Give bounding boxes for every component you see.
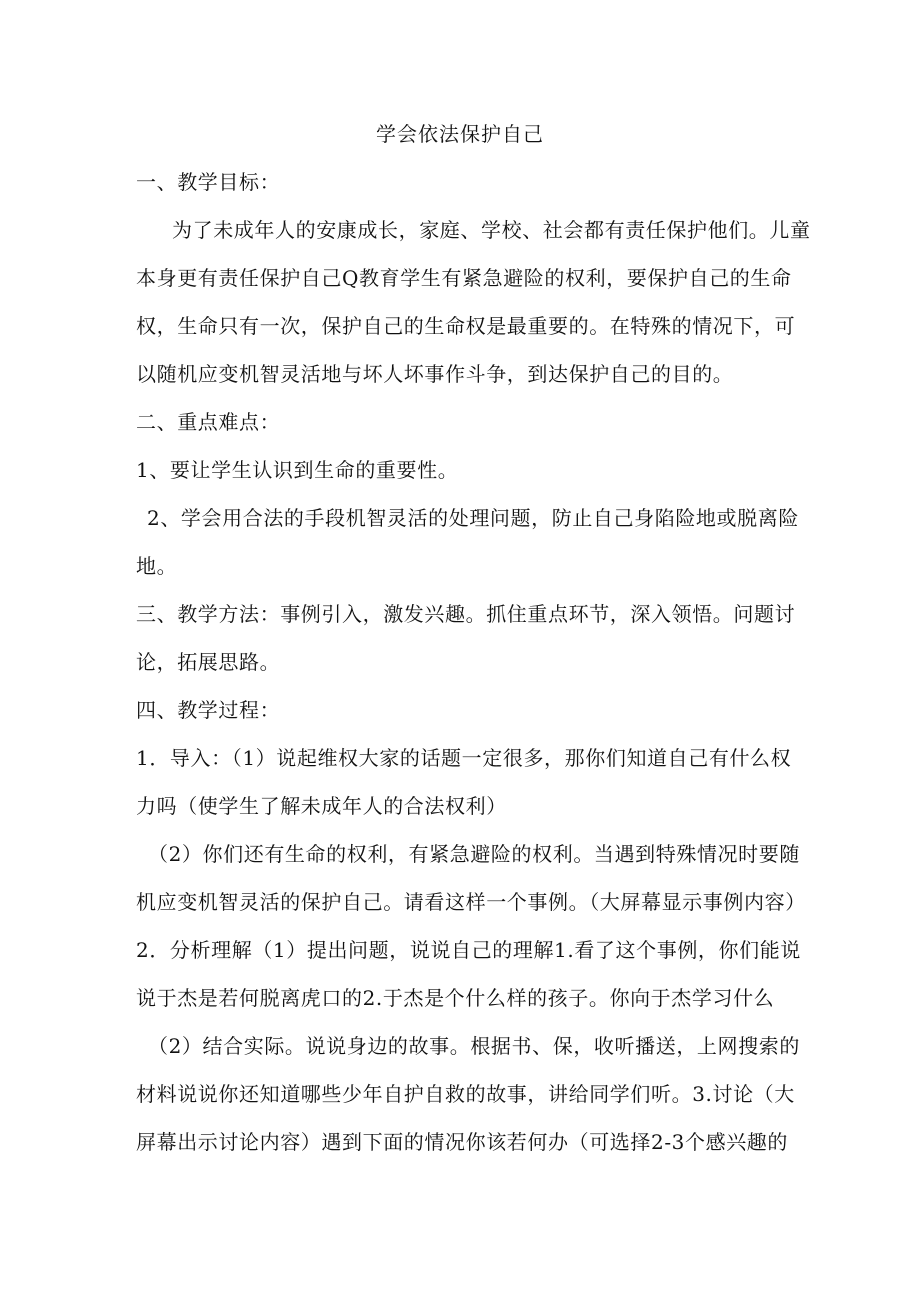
paragraph-line: 权，生命只有一次，保护自己的生命权是最重要的。在特殊的情况下，可 [136, 314, 796, 338]
heading-objectives: 一、教学目标： [136, 170, 281, 194]
paragraph-line: （2）你们还有生命的权利，有紧急避险的权利。当遇到特殊情况时要随 [148, 842, 800, 866]
heading-key-points: 二、重点难点： [136, 410, 281, 434]
paragraph-line: 以随机应变机智灵活地与坏人坏事作斗争，到达保护自己的目的。 [136, 362, 734, 386]
heading-methods: 三、教学方法：事例引入，激发兴趣。抓住重点环节，深入领悟。问题讨 [136, 602, 796, 626]
paragraph-line: 力吗（使学生了解未成年人的合法权利） [136, 794, 507, 818]
document-title: 学会依法保护自己 [376, 122, 544, 146]
paragraph-line: 论，拓展思路。 [136, 650, 281, 674]
paragraph-line: 地。 [136, 554, 178, 578]
paragraph-line: 机应变机智灵活的保护自己。请看这样一个事例。（大屏幕显示事例内容） [136, 890, 806, 914]
paragraph-line: 本身更有责任保护自己Q教育学生有紧急避险的权利，要保护自己的生命 [136, 266, 792, 290]
paragraph-line: 材料说说你还知道哪些少年自护自救的故事，讲给同学们听。3.讨论（大 [136, 1082, 795, 1106]
paragraph-line: （2）结合实际。说说身边的故事。根据书、保，收听播送，上网搜索的 [148, 1034, 800, 1058]
paragraph-line: 为了未成年人的安康成长，家庭、学校、社会都有责任保护他们。儿童 [172, 218, 811, 242]
paragraph-line: 说于杰是若何脱离虎口的2.于杰是个什么样的孩子。你向于杰学习什么 [136, 986, 775, 1010]
paragraph-line: 2．分析理解（1）提出问题，说说自己的理解1.看了这个事例，你们能说 [136, 938, 801, 962]
heading-process: 四、教学过程： [136, 698, 281, 722]
paragraph-line: 屏幕出示讨论内容）遇到下面的情况你该若何办（可选择2-3个感兴趣的 [136, 1130, 789, 1154]
list-item: 1、要让学生认识到生命的重要性。 [136, 458, 459, 482]
list-item: 2、学会用合法的手段机智灵活的处理问题，防止自己身陷险地或脱离险 [147, 506, 799, 530]
paragraph-line: 1．导入：（1）说起维权大家的话题一定很多，那你们知道自己有什么权 [136, 746, 792, 770]
